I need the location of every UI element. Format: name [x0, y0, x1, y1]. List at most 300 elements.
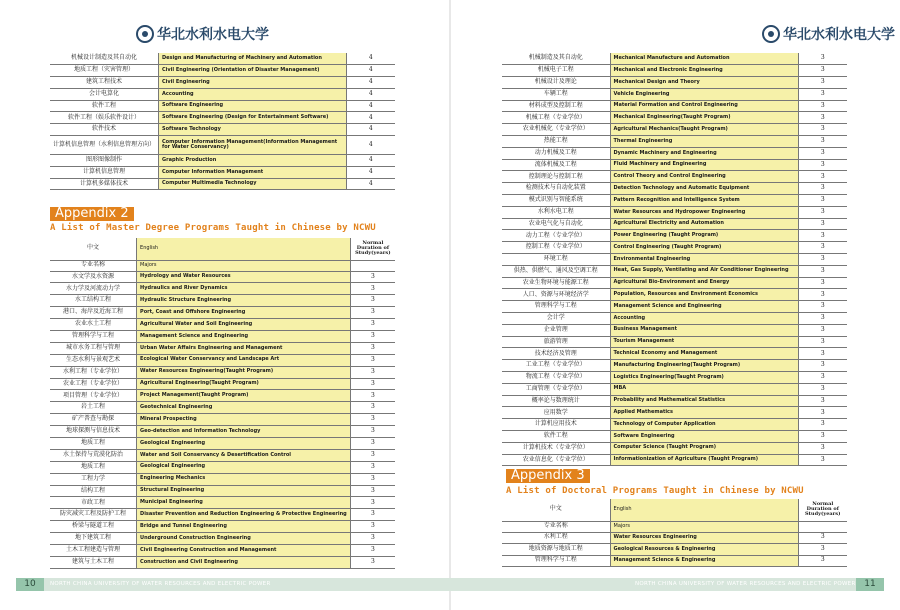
- chinese-name-cell: 管理科学与工程: [50, 330, 137, 342]
- duration-cell: 3: [798, 136, 847, 148]
- duration-cell: 3: [350, 461, 395, 473]
- english-name-cell: Computer Information Management(Information Management for Water Conservancy): [159, 136, 346, 155]
- chinese-name-cell: 水文学及水资源: [50, 271, 137, 283]
- table-row: [50, 155, 395, 167]
- english-name-cell: Technical Economy and Management: [610, 348, 798, 360]
- table-row: [502, 159, 847, 171]
- duration-cell: 3: [350, 271, 395, 283]
- english-name-cell: Management Science and Engineering: [137, 330, 351, 342]
- english-name-cell: Software Engineering: [159, 100, 346, 112]
- footer-text: NORTH CHINA UNIVERSITY OF WATER RESOURCES AND ELECTRIC POWER: [635, 581, 856, 587]
- university-logo: [136, 24, 269, 44]
- english-name-cell: Water Resources Engineering(Taught Program): [137, 366, 351, 378]
- english-name-cell: Civil Engineering (Orientation of Disaster Management): [159, 65, 346, 77]
- english-name-cell: Business Management: [610, 324, 798, 336]
- chinese-name-cell: 会计学: [502, 313, 610, 325]
- duration-cell: 3: [350, 307, 395, 319]
- table-row: [502, 324, 847, 336]
- table-row: [50, 354, 395, 366]
- chinese-name-cell: 人口、资源与环境经济学: [502, 289, 610, 301]
- logo-text: 华北水利水电大学: [157, 27, 269, 43]
- duration-cell: 3: [350, 497, 395, 509]
- english-name-cell: Dynamic Machinery and Engineering: [610, 147, 798, 159]
- chinese-name-cell: 土木工程建造与管理: [50, 544, 137, 556]
- english-name-cell: Hydraulics and River Dynamics: [137, 283, 351, 295]
- table-row: [502, 124, 847, 136]
- chinese-name-cell: 控制理论与控制工程: [502, 171, 610, 183]
- table-row: [50, 88, 395, 100]
- chinese-name-cell: 物流工程（专业学位）: [502, 372, 610, 384]
- chinese-name-cell: 管理科学与工程: [502, 301, 610, 313]
- chinese-name-cell: 环境工程: [502, 254, 610, 266]
- table-row: [50, 509, 395, 521]
- english-name-cell: Disaster Prevention and Reduction Engineering & Protective Engineering: [137, 509, 351, 521]
- chinese-name-cell: 建筑与土木工程: [50, 556, 137, 568]
- duration-cell: 4: [346, 88, 395, 100]
- table-row: [502, 147, 847, 159]
- duration-cell: 3: [798, 159, 847, 171]
- chinese-name-cell: 地质工程: [50, 461, 137, 473]
- english-name-cell: Ecological Water Conservancy and Landscape Art: [137, 354, 351, 366]
- chinese-name-cell: 结构工程: [50, 485, 137, 497]
- table-row: [502, 289, 847, 301]
- english-name-cell: Engineering Mechanics: [137, 473, 351, 485]
- english-name-cell: Software Engineering (Design for Entertainment Software): [159, 112, 346, 124]
- duration-cell: 4: [346, 178, 395, 190]
- table-row: [502, 171, 847, 183]
- english-name-cell: Hydraulic Structure Engineering: [137, 295, 351, 307]
- table-row: [502, 532, 847, 544]
- chinese-name-cell: 农业生物环境与能源工程: [502, 277, 610, 289]
- english-name-cell: Graphic Production: [159, 155, 346, 167]
- duration-cell: 3: [798, 313, 847, 325]
- chinese-name-cell: 防灾减灾工程及防护工程: [50, 509, 137, 521]
- table-row: [50, 426, 395, 438]
- duration-cell: 4: [346, 155, 395, 167]
- english-name-cell: Fluid Machinery and Engineering: [610, 159, 798, 171]
- subheader-zh-cell: 专业名称: [502, 521, 610, 532]
- duration-cell: 3: [798, 100, 847, 112]
- subheader-en-cell: Majors: [137, 260, 351, 271]
- appendix-2-title: A List of Master Degree Programs Taught in Chinese by NCWU: [50, 223, 376, 233]
- duration-cell: 3: [350, 414, 395, 426]
- table-row: [50, 178, 395, 190]
- table-row: [50, 342, 395, 354]
- master-programs-table: [50, 238, 395, 569]
- chinese-name-cell: 水利工程（专业学位）: [50, 366, 137, 378]
- duration-cell: 3: [798, 555, 847, 567]
- english-name-cell: Agricultural Water and Soil Engineering: [137, 319, 351, 331]
- table-row: [502, 65, 847, 77]
- english-name-cell: Probability and Mathematical Statistics: [610, 395, 798, 407]
- table-row: [50, 533, 395, 545]
- english-name-cell: Water Resources and Hydropower Engineering: [610, 206, 798, 218]
- duration-cell: 3: [350, 295, 395, 307]
- chinese-name-cell: 地下建筑工程: [50, 533, 137, 545]
- english-name-cell: Agricultural Mechanics(Taught Program): [610, 124, 798, 136]
- chinese-name-cell: 地质工程（灾害管理）: [50, 65, 159, 77]
- english-name-cell: Computer Science (Taught Program): [610, 442, 798, 454]
- chinese-name-cell: 管理科学与工程: [502, 555, 610, 567]
- table-row: [50, 319, 395, 331]
- english-name-cell: Heat, Gas Supply, Ventilating and Air Conditioner Engineering: [610, 265, 798, 277]
- table-row: [50, 100, 395, 112]
- chinese-name-cell: 模式识别与智能系统: [502, 195, 610, 207]
- chinese-name-cell: 岩土工程: [50, 402, 137, 414]
- table-row: [502, 431, 847, 443]
- duration-cell: 3: [798, 383, 847, 395]
- footer-text: NORTH CHINA UNIVERSITY OF WATER RESOURCES AND ELECTRIC POWER: [50, 581, 271, 587]
- duration-cell: 3: [798, 242, 847, 254]
- chinese-name-cell: 市政工程: [50, 497, 137, 509]
- chinese-name-cell: 港口、海岸及近海工程: [50, 307, 137, 319]
- duration-cell: 3: [350, 402, 395, 414]
- english-name-cell: Mechanical Engineering(Taught Program): [610, 112, 798, 124]
- duration-cell: 3: [350, 319, 395, 331]
- table-row: [50, 497, 395, 509]
- duration-cell: 3: [798, 277, 847, 289]
- english-name-cell: Water Resources Engineering: [610, 532, 798, 544]
- left-top-table: [50, 53, 395, 190]
- english-name-cell: Agricultural Engineering(Taught Program): [137, 378, 351, 390]
- chinese-name-cell: 计算机信息管理（水利信息管理方向）: [50, 136, 159, 155]
- table-row: [502, 544, 847, 556]
- table-row: [502, 372, 847, 384]
- table-header-row: [502, 499, 847, 521]
- chinese-name-cell: 机械电子工程: [502, 65, 610, 77]
- chinese-name-cell: 工业工程（专业学位）: [502, 360, 610, 372]
- table-row: [502, 442, 847, 454]
- table-row: [50, 65, 395, 77]
- chinese-name-cell: 供热、供燃气、通风及空调工程: [502, 265, 610, 277]
- table-row: [50, 136, 395, 155]
- table-row: [502, 348, 847, 360]
- duration-cell: 4: [346, 124, 395, 136]
- header-zh-cell: 中文: [502, 499, 610, 521]
- english-name-cell: Detection Technology and Automatic Equipment: [610, 183, 798, 195]
- chinese-name-cell: 旅游管理: [502, 336, 610, 348]
- table-subheader-row: [502, 521, 847, 532]
- table-row: [502, 230, 847, 242]
- chinese-name-cell: 软件工程: [502, 431, 610, 443]
- table-row: [502, 313, 847, 325]
- table-row: [502, 77, 847, 89]
- left-footer: [16, 578, 450, 591]
- table-row: [502, 336, 847, 348]
- table-row: [50, 307, 395, 319]
- duration-cell: 3: [350, 342, 395, 354]
- right-page: [450, 0, 900, 610]
- duration-cell: 3: [350, 473, 395, 485]
- chinese-name-cell: 水利工程: [502, 532, 610, 544]
- right-programs-table: [502, 53, 847, 466]
- english-name-cell: Municipal Engineering: [137, 497, 351, 509]
- table-row: [502, 265, 847, 277]
- header-dur-cell: Normal Duration of Study(years): [798, 499, 847, 521]
- subheader-en-cell: Majors: [610, 521, 798, 532]
- page-number: 11: [856, 578, 884, 591]
- duration-cell: 3: [350, 556, 395, 568]
- table-row: [50, 166, 395, 178]
- duration-cell: 3: [798, 395, 847, 407]
- chinese-name-cell: 农业工程（专业学位）: [50, 378, 137, 390]
- header-dur-cell: Normal Duration of Study(years): [350, 238, 395, 260]
- table-row: [502, 395, 847, 407]
- table-row: [50, 366, 395, 378]
- english-name-cell: Material Formation and Control Engineering: [610, 100, 798, 112]
- table-row: [502, 195, 847, 207]
- english-name-cell: Design and Manufacturing of Machinery and Automation: [159, 53, 346, 65]
- table-row: [50, 449, 395, 461]
- chinese-name-cell: 生态水利与景观艺术: [50, 354, 137, 366]
- english-name-cell: Agricultural Bio-Environment and Energy: [610, 277, 798, 289]
- table-row: [50, 437, 395, 449]
- header-en-cell: English: [610, 499, 798, 521]
- chinese-name-cell: 流体机械及工程: [502, 159, 610, 171]
- chinese-name-cell: 动力机械及工程: [502, 147, 610, 159]
- header-zh-cell: 中文: [50, 238, 137, 260]
- english-name-cell: Software Engineering: [610, 431, 798, 443]
- duration-cell: 3: [798, 218, 847, 230]
- table-row: [50, 485, 395, 497]
- chinese-name-cell: 企业管理: [502, 324, 610, 336]
- english-name-cell: Geological Resources & Engineering: [610, 544, 798, 556]
- duration-cell: 3: [350, 330, 395, 342]
- chinese-name-cell: 计算机信息管理: [50, 166, 159, 178]
- table-row: [502, 254, 847, 266]
- duration-cell: 4: [346, 53, 395, 65]
- duration-cell: 3: [798, 324, 847, 336]
- table-row: [502, 206, 847, 218]
- english-name-cell: Mineral Prospecting: [137, 414, 351, 426]
- english-name-cell: Tourism Management: [610, 336, 798, 348]
- english-name-cell: Computer Multimedia Technology: [159, 178, 346, 190]
- chinese-name-cell: 项目管理（专业学位）: [50, 390, 137, 402]
- subheader-dur-cell: [350, 260, 395, 271]
- duration-cell: 3: [350, 485, 395, 497]
- chinese-name-cell: 水力学及河流动力学: [50, 283, 137, 295]
- chinese-name-cell: 农业信息化（专业学位）: [502, 454, 610, 466]
- table-row: [50, 271, 395, 283]
- chinese-name-cell: 动力工程（专业学位）: [502, 230, 610, 242]
- chinese-name-cell: 技术经济及管理: [502, 348, 610, 360]
- university-seal-icon: [762, 25, 780, 43]
- english-name-cell: Water and Soil Conservancy & Desertification Control: [137, 449, 351, 461]
- chinese-name-cell: 矿产普查与勘探: [50, 414, 137, 426]
- chinese-name-cell: 地球探测与信息技术: [50, 426, 137, 438]
- english-name-cell: Pattern Recognition and Intelligence System: [610, 195, 798, 207]
- table-row: [502, 242, 847, 254]
- chinese-name-cell: 地质资源与地质工程: [502, 544, 610, 556]
- chinese-name-cell: 机械工程（专业学位）: [502, 112, 610, 124]
- duration-cell: 4: [346, 100, 395, 112]
- chinese-name-cell: 计算机应用技术: [502, 419, 610, 431]
- logo-text: 华北水利水电大学: [783, 27, 895, 43]
- english-name-cell: Mechanical and Electronic Engineering: [610, 65, 798, 77]
- duration-cell: 3: [798, 88, 847, 100]
- chinese-name-cell: 软件工程（娱乐软件设计）: [50, 112, 159, 124]
- appendix-2-badge: Appendix 2: [50, 207, 134, 221]
- english-name-cell: Structural Engineering: [137, 485, 351, 497]
- duration-cell: 3: [798, 147, 847, 159]
- chinese-name-cell: 热能工程: [502, 136, 610, 148]
- table-row: [50, 556, 395, 568]
- duration-cell: 3: [798, 360, 847, 372]
- chinese-name-cell: 车辆工程: [502, 88, 610, 100]
- english-name-cell: Software Technology: [159, 124, 346, 136]
- duration-cell: 3: [350, 437, 395, 449]
- appendix-3-title: A List of Doctoral Programs Taught in Chinese by NCWU: [506, 486, 804, 496]
- english-name-cell: Geological Engineering: [137, 461, 351, 473]
- table-row: [502, 88, 847, 100]
- english-name-cell: Power Engineering (Taught Program): [610, 230, 798, 242]
- english-name-cell: Control Engineering (Taught Program): [610, 242, 798, 254]
- duration-cell: 3: [798, 53, 847, 65]
- table-row: [502, 419, 847, 431]
- chinese-name-cell: 工程力学: [50, 473, 137, 485]
- chinese-name-cell: 水利水电工程: [502, 206, 610, 218]
- english-name-cell: Population, Resources and Environment Economics: [610, 289, 798, 301]
- chinese-name-cell: 水工结构工程: [50, 295, 137, 307]
- duration-cell: 3: [798, 431, 847, 443]
- english-name-cell: Geo-detection and Information Technology: [137, 426, 351, 438]
- duration-cell: 3: [798, 442, 847, 454]
- university-seal-icon: [136, 25, 154, 43]
- table-row: [502, 100, 847, 112]
- table-row: [50, 53, 395, 65]
- duration-cell: 3: [798, 265, 847, 277]
- duration-cell: 3: [798, 301, 847, 313]
- duration-cell: 3: [798, 206, 847, 218]
- duration-cell: 4: [346, 77, 395, 89]
- chinese-name-cell: 计算机技术（专业学位）: [502, 442, 610, 454]
- table-row: [50, 112, 395, 124]
- table-row: [502, 277, 847, 289]
- english-name-cell: Port, Coast and Offshore Engineering: [137, 307, 351, 319]
- table-row: [50, 378, 395, 390]
- chinese-name-cell: 水土保持与荒漠化防治: [50, 449, 137, 461]
- duration-cell: 3: [798, 289, 847, 301]
- chinese-name-cell: 软件技术: [50, 124, 159, 136]
- chinese-name-cell: 地质工程: [50, 437, 137, 449]
- english-name-cell: Geological Engineering: [137, 437, 351, 449]
- table-row: [502, 555, 847, 567]
- table-row: [502, 407, 847, 419]
- english-name-cell: Vehicle Engineering: [610, 88, 798, 100]
- duration-cell: 3: [798, 183, 847, 195]
- duration-cell: 3: [350, 390, 395, 402]
- chinese-name-cell: 机械设计制造及其自动化: [50, 53, 159, 65]
- chinese-name-cell: 会计电算化: [50, 88, 159, 100]
- table-row: [502, 53, 847, 65]
- english-name-cell: Hydrology and Water Resources: [137, 271, 351, 283]
- duration-cell: 3: [798, 124, 847, 136]
- table-row: [50, 402, 395, 414]
- chinese-name-cell: 机械制造及其自动化: [502, 53, 610, 65]
- table-row: [50, 330, 395, 342]
- chinese-name-cell: 检测技术与自动化装置: [502, 183, 610, 195]
- duration-cell: 3: [350, 533, 395, 545]
- english-name-cell: Informationization of Agriculture (Taught Program): [610, 454, 798, 466]
- chinese-name-cell: 建筑工程技术: [50, 77, 159, 89]
- english-name-cell: MBA: [610, 383, 798, 395]
- chinese-name-cell: 工商管理（专业学位）: [502, 383, 610, 395]
- table-row: [50, 77, 395, 89]
- table-row: [50, 544, 395, 556]
- duration-cell: 3: [350, 378, 395, 390]
- english-name-cell: Management Science and Engineering: [610, 301, 798, 313]
- duration-cell: 3: [798, 544, 847, 556]
- table-row: [502, 383, 847, 395]
- english-name-cell: Accounting: [610, 313, 798, 325]
- duration-cell: 3: [798, 171, 847, 183]
- english-name-cell: Environmental Engineering: [610, 254, 798, 266]
- page-number: 10: [16, 578, 44, 591]
- english-name-cell: Mechanical Manufacture and Automation: [610, 53, 798, 65]
- duration-cell: 3: [798, 65, 847, 77]
- subheader-zh-cell: 专业名称: [50, 260, 137, 271]
- english-name-cell: Civil Engineering: [159, 77, 346, 89]
- doctoral-programs-table: [502, 499, 847, 567]
- duration-cell: 3: [798, 532, 847, 544]
- english-name-cell: Computer Information Management: [159, 166, 346, 178]
- english-name-cell: Bridge and Tunnel Engineering: [137, 521, 351, 533]
- english-name-cell: Accounting: [159, 88, 346, 100]
- university-logo: [762, 24, 895, 44]
- table-row: [502, 301, 847, 313]
- table-row: [50, 283, 395, 295]
- table-row: [502, 112, 847, 124]
- duration-cell: 3: [798, 112, 847, 124]
- duration-cell: 3: [350, 366, 395, 378]
- chinese-name-cell: 软件工程: [50, 100, 159, 112]
- duration-cell: 3: [350, 449, 395, 461]
- table-row: [50, 295, 395, 307]
- duration-cell: 3: [798, 254, 847, 266]
- chinese-name-cell: 农业机械化（专业学位）: [502, 124, 610, 136]
- duration-cell: 3: [798, 230, 847, 242]
- duration-cell: 4: [346, 166, 395, 178]
- table-row: [50, 124, 395, 136]
- english-name-cell: Technology of Computer Application: [610, 419, 798, 431]
- chinese-name-cell: 计算机多媒体技术: [50, 178, 159, 190]
- subheader-dur-cell: [798, 521, 847, 532]
- table-row: [50, 521, 395, 533]
- duration-cell: 3: [798, 454, 847, 466]
- appendix-3-badge: Appendix 3: [506, 469, 590, 483]
- duration-cell: 3: [798, 407, 847, 419]
- english-name-cell: Control Theory and Control Engineering: [610, 171, 798, 183]
- english-name-cell: Thermal Engineering: [610, 136, 798, 148]
- chinese-name-cell: 控制工程（专业学位）: [502, 242, 610, 254]
- duration-cell: 3: [798, 348, 847, 360]
- table-row: [50, 461, 395, 473]
- duration-cell: 3: [350, 354, 395, 366]
- table-row: [502, 218, 847, 230]
- chinese-name-cell: 农业水土工程: [50, 319, 137, 331]
- table-row: [50, 473, 395, 485]
- chinese-name-cell: 应用数学: [502, 407, 610, 419]
- duration-cell: 3: [350, 544, 395, 556]
- english-name-cell: Applied Mathematics: [610, 407, 798, 419]
- table-row: [50, 414, 395, 426]
- english-name-cell: Geotechnical Engineering: [137, 402, 351, 414]
- english-name-cell: Civil Engineering Construction and Management: [137, 544, 351, 556]
- english-name-cell: Construction and Civil Engineering: [137, 556, 351, 568]
- chinese-name-cell: 材料成型及控制工程: [502, 100, 610, 112]
- duration-cell: 3: [798, 372, 847, 384]
- duration-cell: 3: [350, 283, 395, 295]
